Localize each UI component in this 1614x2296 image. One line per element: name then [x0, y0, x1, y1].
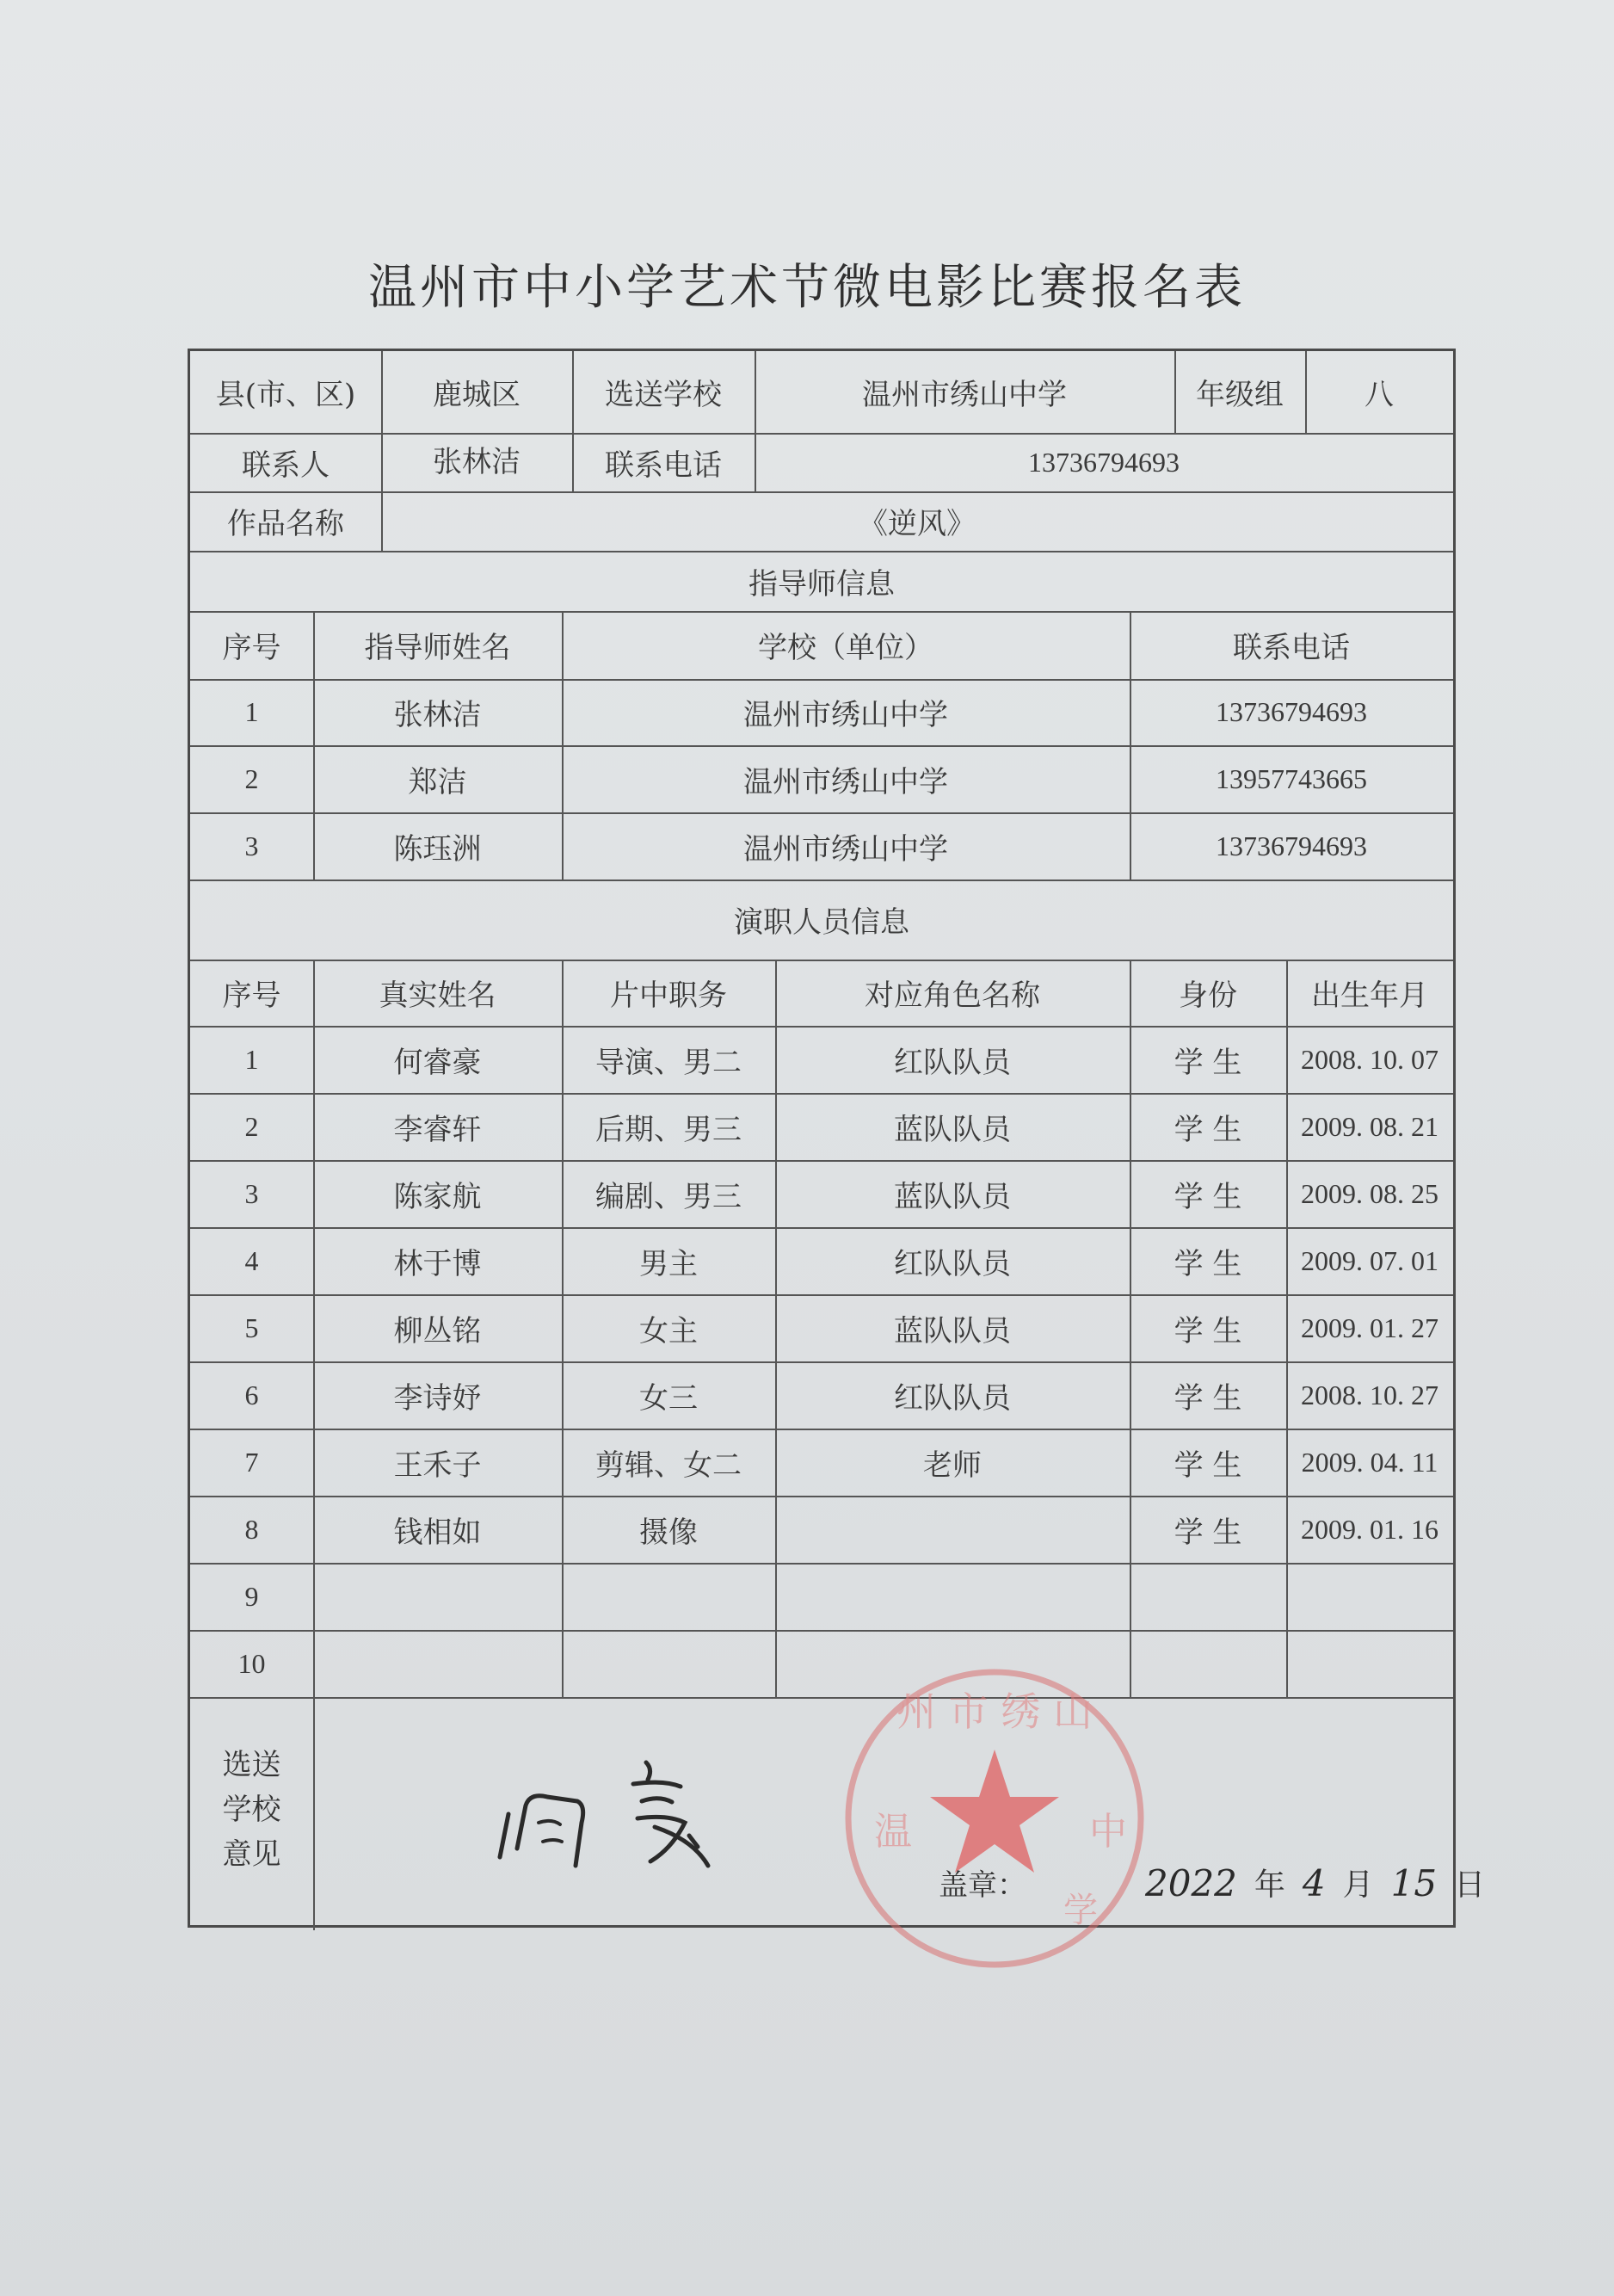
date-year: 2022 — [1145, 1862, 1237, 1904]
crew-row-name — [313, 1630, 562, 1697]
crew-col-index: 序号 — [222, 978, 281, 1013]
stamp-label: 盖章： — [939, 1868, 1026, 1903]
crew-row-birth: 2009. 01. 16 — [1301, 1513, 1438, 1545]
crew-row-index: 10 — [237, 1647, 266, 1679]
date-day-unit: 日 — [1454, 1867, 1486, 1903]
svg-text:中: 中 — [1089, 1810, 1127, 1854]
mentor-row-index: 2 — [244, 762, 259, 794]
phone-value: 13736794693 — [1028, 446, 1180, 478]
crew-row-index: 3 — [244, 1177, 259, 1209]
crew-row-identity: 学 生 — [1174, 1246, 1242, 1281]
crew-row-identity: 学 生 — [1174, 1380, 1242, 1416]
crew-row-name: 柳丛铭 — [393, 1313, 482, 1349]
mentor-col-name: 指导师姓名 — [364, 631, 511, 665]
date-day: 15 — [1390, 1862, 1438, 1904]
crew-row-role: 男主 — [639, 1246, 698, 1281]
crew-row-birth: 2009. 08. 21 — [1301, 1110, 1438, 1142]
crew-row-identity: 学 生 — [1174, 1515, 1242, 1550]
opinion-label-line1: 选送 — [222, 1748, 281, 1782]
date-year-unit: 年 — [1254, 1867, 1285, 1903]
crew-row-name: 陈家航 — [393, 1179, 482, 1214]
crew-row-character: 蓝队队员 — [894, 1112, 1011, 1147]
crew-col-identity: 身份 — [1179, 978, 1237, 1013]
contact-value: 张林洁 — [433, 444, 521, 479]
mentor-col-phone: 联系电话 — [1233, 631, 1350, 665]
school-value: 温州市绣山中学 — [862, 378, 1067, 412]
mentor-row-index: 3 — [244, 830, 259, 861]
crew-row-name: 李睿轩 — [393, 1112, 482, 1147]
crew-row-character: 老师 — [923, 1447, 982, 1483]
svg-text:温: 温 — [874, 1810, 912, 1854]
crew-row-index: 9 — [244, 1580, 259, 1612]
crew-row-index: 8 — [244, 1513, 259, 1545]
date-month: 4 — [1302, 1862, 1326, 1904]
crew-row-identity: 学 生 — [1174, 1447, 1242, 1483]
crew-row-role: 摄像 — [639, 1515, 698, 1550]
crew-col-name: 真实姓名 — [379, 978, 496, 1013]
mentor-row-phone: 13736794693 — [1216, 696, 1367, 727]
crew-row-role: 女三 — [639, 1380, 698, 1416]
phone-label: 联系电话 — [605, 447, 722, 483]
svg-text:州 市 绣 山: 州 市 绣 山 — [896, 1688, 1093, 1735]
crew-row-identity — [1130, 1563, 1286, 1630]
county-value: 鹿城区 — [433, 378, 521, 412]
crew-row-name: 何睿豪 — [393, 1045, 482, 1080]
crew-row-role: 编剧、男三 — [595, 1179, 742, 1214]
crew-row-role: 导演、男二 — [595, 1045, 742, 1080]
opinion-label-line3: 意见 — [222, 1837, 281, 1872]
mentor-section-title: 指导师信息 — [748, 566, 895, 602]
crew-section-title: 演职人员信息 — [734, 905, 909, 940]
form-title: 温州市中小学艺术节微电影比赛报名表 — [368, 260, 1246, 316]
svg-text:学: 学 — [1063, 1891, 1098, 1930]
work-label: 作品名称 — [227, 507, 344, 541]
grade-value: 八 — [1365, 378, 1394, 412]
mentor-row-school: 温州市绣山中学 — [743, 698, 948, 732]
school-seal — [831, 1655, 1158, 1982]
crew-row-character: 蓝队队员 — [894, 1313, 1011, 1349]
crew-row-birth: 2009. 07. 01 — [1301, 1244, 1438, 1276]
crew-col-birth: 出生年月 — [1311, 978, 1428, 1013]
school-label: 选送学校 — [605, 378, 722, 412]
opinion-label-line2: 学校 — [222, 1793, 281, 1827]
mentor-row-name: 郑洁 — [408, 764, 467, 799]
mentor-row-phone: 13736794693 — [1216, 830, 1367, 861]
crew-row-name: 王禾子 — [393, 1447, 482, 1483]
crew-row-role: 剪辑、女二 — [595, 1447, 742, 1483]
crew-row-birth: 2009. 08. 25 — [1301, 1177, 1438, 1209]
crew-row-identity: 学 生 — [1174, 1313, 1242, 1349]
crew-row-index: 4 — [244, 1244, 259, 1276]
crew-row-birth: 2009. 04. 11 — [1301, 1446, 1438, 1478]
date-month-unit: 月 — [1342, 1867, 1374, 1903]
opinion-label — [190, 1694, 313, 1926]
crew-col-role: 片中职务 — [610, 978, 727, 1013]
grade-label: 年级组 — [1196, 378, 1284, 412]
registration-table — [188, 349, 1486, 1930]
mentor-row-name: 陈珏洲 — [393, 831, 482, 867]
crew-col-character: 对应角色名称 — [865, 978, 1040, 1013]
crew-row-character: 红队队员 — [894, 1380, 1011, 1416]
mentor-col-school: 学校（单位） — [758, 631, 933, 665]
crew-row-birth — [1286, 1630, 1453, 1697]
crew-row-name — [313, 1563, 562, 1630]
crew-row-index: 7 — [244, 1446, 259, 1478]
crew-row-role: 后期、男三 — [595, 1112, 742, 1147]
mentor-col-index: 序号 — [222, 631, 281, 665]
crew-row-role — [562, 1630, 775, 1697]
crew-row-role — [562, 1563, 775, 1630]
crew-row-character: 红队队员 — [894, 1045, 1011, 1080]
mentor-row-school: 温州市绣山中学 — [743, 764, 948, 799]
county-label: 县(市、区) — [215, 378, 356, 412]
crew-row-birth: 2008. 10. 27 — [1301, 1379, 1438, 1410]
mentor-row-school: 温州市绣山中学 — [743, 831, 948, 867]
mentor-row-phone: 13957743665 — [1216, 762, 1367, 794]
contact-label: 联系人 — [242, 447, 330, 483]
crew-row-identity: 学 生 — [1174, 1179, 1242, 1214]
mentor-row-name: 张林洁 — [393, 698, 482, 732]
crew-row-index: 6 — [244, 1379, 259, 1410]
crew-row-index: 2 — [244, 1110, 259, 1142]
crew-row-character — [775, 1563, 1130, 1630]
crew-row-identity: 学 生 — [1174, 1112, 1242, 1147]
crew-row-character: 蓝队队员 — [894, 1179, 1011, 1214]
work-value: 《逆风》 — [859, 507, 976, 541]
crew-row-birth: 2008. 10. 07 — [1301, 1043, 1438, 1075]
crew-row-identity: 学 生 — [1174, 1045, 1242, 1080]
crew-row-character — [775, 1496, 1130, 1563]
crew-row-character: 红队队员 — [894, 1246, 1011, 1281]
signing-date — [1145, 1853, 1485, 1904]
crew-row-name: 林于博 — [393, 1246, 482, 1281]
crew-row-name: 钱相如 — [393, 1515, 482, 1550]
mentor-row-index: 1 — [244, 696, 259, 727]
crew-row-birth — [1286, 1563, 1453, 1630]
crew-row-index: 1 — [244, 1043, 259, 1075]
crew-row-birth: 2009. 01. 27 — [1301, 1312, 1438, 1343]
crew-row-name: 李诗妤 — [393, 1380, 482, 1416]
crew-row-role: 女主 — [639, 1313, 698, 1349]
crew-row-index: 5 — [244, 1312, 259, 1343]
